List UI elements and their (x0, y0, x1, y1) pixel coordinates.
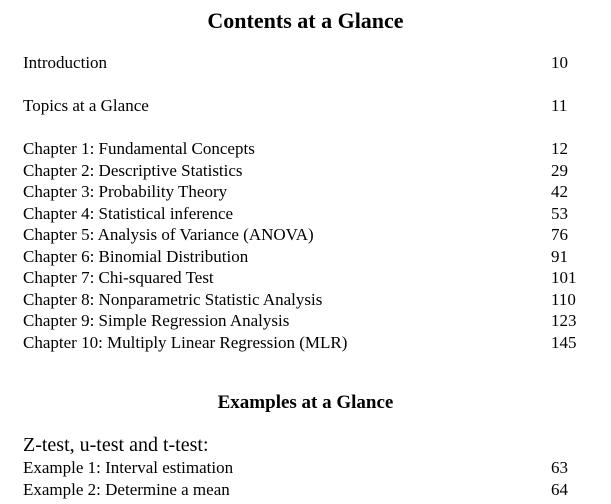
toc-label: Chapter 2: Descriptive Statistics (23, 161, 243, 180)
toc-label: Chapter 6: Binomial Distribution (23, 247, 249, 266)
toc-page-number: 42 (551, 182, 568, 201)
example-page-number: 63 (551, 458, 568, 477)
toc-row-topics (23, 95, 570, 116)
example-label: Example 1: Interval estimation (23, 458, 234, 477)
toc-label: Chapter 4: Statistical inference (23, 204, 234, 223)
toc-label: Chapter 9: Simple Regression Analysis (23, 311, 290, 330)
toc-row-chapter-7 (23, 267, 577, 288)
toc-page-number: 12 (551, 139, 568, 158)
example-row-2 (23, 479, 570, 500)
contents-title: Contents at a Glance (207, 8, 404, 33)
toc-label: Chapter 10: Multiply Linear Regression (MLR) (23, 333, 348, 352)
toc-row-chapter-8 (23, 289, 576, 310)
toc-label: Chapter 1: Fundamental Concepts (23, 139, 255, 158)
examples-group-title: Z-test, u-test and t-test: (23, 434, 209, 456)
toc-row-chapter-9 (23, 310, 577, 331)
toc-page-number: 145 (551, 333, 577, 352)
toc-page-number: 29 (551, 161, 568, 180)
toc-row-chapter-1 (23, 138, 570, 159)
toc-row-chapter-10 (23, 332, 577, 353)
toc-label: Chapter 8: Nonparametric Statistic Analysis (23, 290, 323, 309)
toc-row-chapter-6 (23, 246, 570, 267)
toc-page-number: 110 (551, 290, 576, 309)
toc-page-number: 11 (551, 96, 568, 115)
example-row-1 (23, 457, 570, 478)
toc-page-number: 123 (551, 311, 577, 330)
example-label: Example 2: Determine a mean (23, 480, 230, 499)
toc-page-number: 101 (551, 268, 577, 287)
toc-row-introduction (23, 52, 570, 73)
toc-row-chapter-4 (23, 203, 570, 224)
toc-page-number: 91 (551, 247, 568, 266)
toc-page-number: 76 (551, 225, 568, 244)
toc-label: Chapter 3: Probability Theory (23, 182, 228, 201)
example-page-number: 64 (551, 480, 568, 499)
toc-label: Chapter 7: Chi-squared Test (23, 268, 214, 287)
toc-page-number: 53 (551, 204, 568, 223)
toc-label: Topics at a Glance (23, 96, 149, 115)
toc-label: Introduction (23, 53, 108, 72)
examples-title: Examples at a Glance (217, 392, 394, 413)
toc-row-chapter-3 (23, 181, 570, 202)
toc-label: Chapter 5: Analysis of Variance (ANOVA) (23, 225, 314, 244)
toc-page-number: 10 (551, 53, 568, 72)
toc-row-chapter-5 (23, 224, 570, 245)
toc-row-chapter-2 (23, 160, 570, 181)
